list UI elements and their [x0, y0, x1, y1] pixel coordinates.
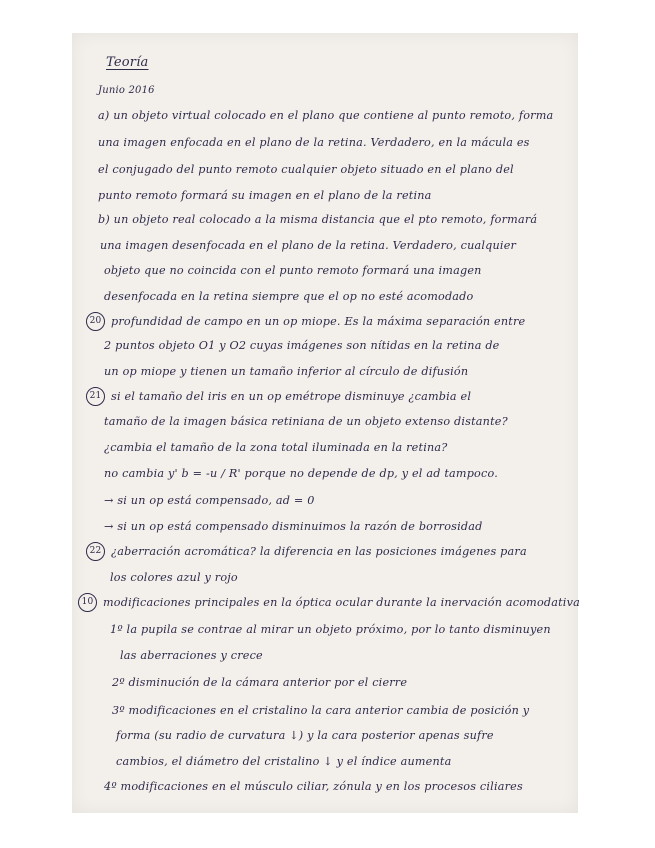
text-line: las aberraciones y crece — [120, 649, 263, 662]
text-line: → si un op está compensado, ad = 0 — [104, 494, 315, 507]
text-line: a) un objeto virtual colocado en el plano que contiene al punto remoto, forma — [98, 109, 554, 122]
text-line: modificaciones principales en la óptica ocular durante la inervación acomodativa — [103, 596, 580, 609]
text-line: 2 puntos objeto O1 y O2 cuyas imágenes son nítidas en la retina de — [104, 339, 500, 352]
text-line: forma (su radio de curvatura ↓) y la cara posterior apenas sufre — [116, 729, 494, 742]
question-number-marker: 21 — [86, 387, 105, 406]
text-line: el conjugado del punto remoto cualquier objeto situado en el plano del — [98, 163, 514, 176]
text-line: una imagen enfocada en el plano de la retina. Verdadero, en la mácula es — [98, 136, 530, 149]
text-line: una imagen desenfocada en el plano de la retina. Verdadero, cualquier — [100, 239, 517, 252]
numbered-line — [72, 312, 592, 331]
text-line: → si un op está compensado disminuimos la razón de borrosidad — [104, 520, 483, 533]
text-line: 3º modificaciones en el cristalino la cara anterior cambia de posición y — [112, 704, 530, 717]
text-line: los colores azul y rojo — [110, 571, 238, 584]
text-line: ¿cambia el tamaño de la zona total iluminada en la retina? — [104, 441, 448, 454]
text-line: objeto que no coincida con el punto remoto formará una imagen — [104, 264, 482, 277]
text-line: ¿aberración acromática? la diferencia en las posiciones imágenes para — [111, 545, 527, 558]
text-line: desenfocada en la retina siempre que el op no esté acomodado — [104, 290, 474, 303]
numbered-line — [72, 593, 584, 612]
text-line: punto remoto formará su imagen en el plano de la retina — [98, 189, 432, 202]
text-line: profundidad de campo en un op miope. Es la máxima separación entre — [111, 315, 526, 328]
question-number-marker: 10 — [78, 593, 97, 612]
date-label: Junio 2016 — [98, 85, 155, 96]
numbered-line — [72, 542, 592, 561]
text-line: 1º la pupila se contrae al mirar un objeto próximo, por lo tanto disminuyen — [110, 623, 551, 636]
page-title: Teoría — [106, 55, 149, 70]
text-line: tamaño de la imagen básica retiniana de un objeto extenso distante? — [104, 415, 508, 428]
numbered-line — [72, 387, 592, 406]
text-line: 4º modificaciones en el músculo ciliar, zónula y en los procesos ciliares — [104, 780, 523, 793]
text-line: 2º disminución de la cámara anterior por el cierre — [112, 676, 408, 689]
text-line: un op miope y tienen un tamaño inferior al círculo de difusión — [104, 365, 469, 378]
question-number-marker: 22 — [86, 542, 105, 561]
text-line: si el tamaño del iris en un op emétrope disminuye ¿cambia el — [111, 390, 472, 403]
notebook-page — [72, 33, 578, 813]
text-line: no cambia y' b = -u / R' porque no depende de dp, y el ad tampoco. — [104, 467, 498, 480]
question-number-marker: 20 — [86, 312, 105, 331]
text-line: b) un objeto real colocado a la misma distancia que el pto remoto, formará — [98, 213, 538, 226]
text-line: cambios, el diámetro del cristalino ↓ y el índice aumenta — [116, 755, 452, 768]
